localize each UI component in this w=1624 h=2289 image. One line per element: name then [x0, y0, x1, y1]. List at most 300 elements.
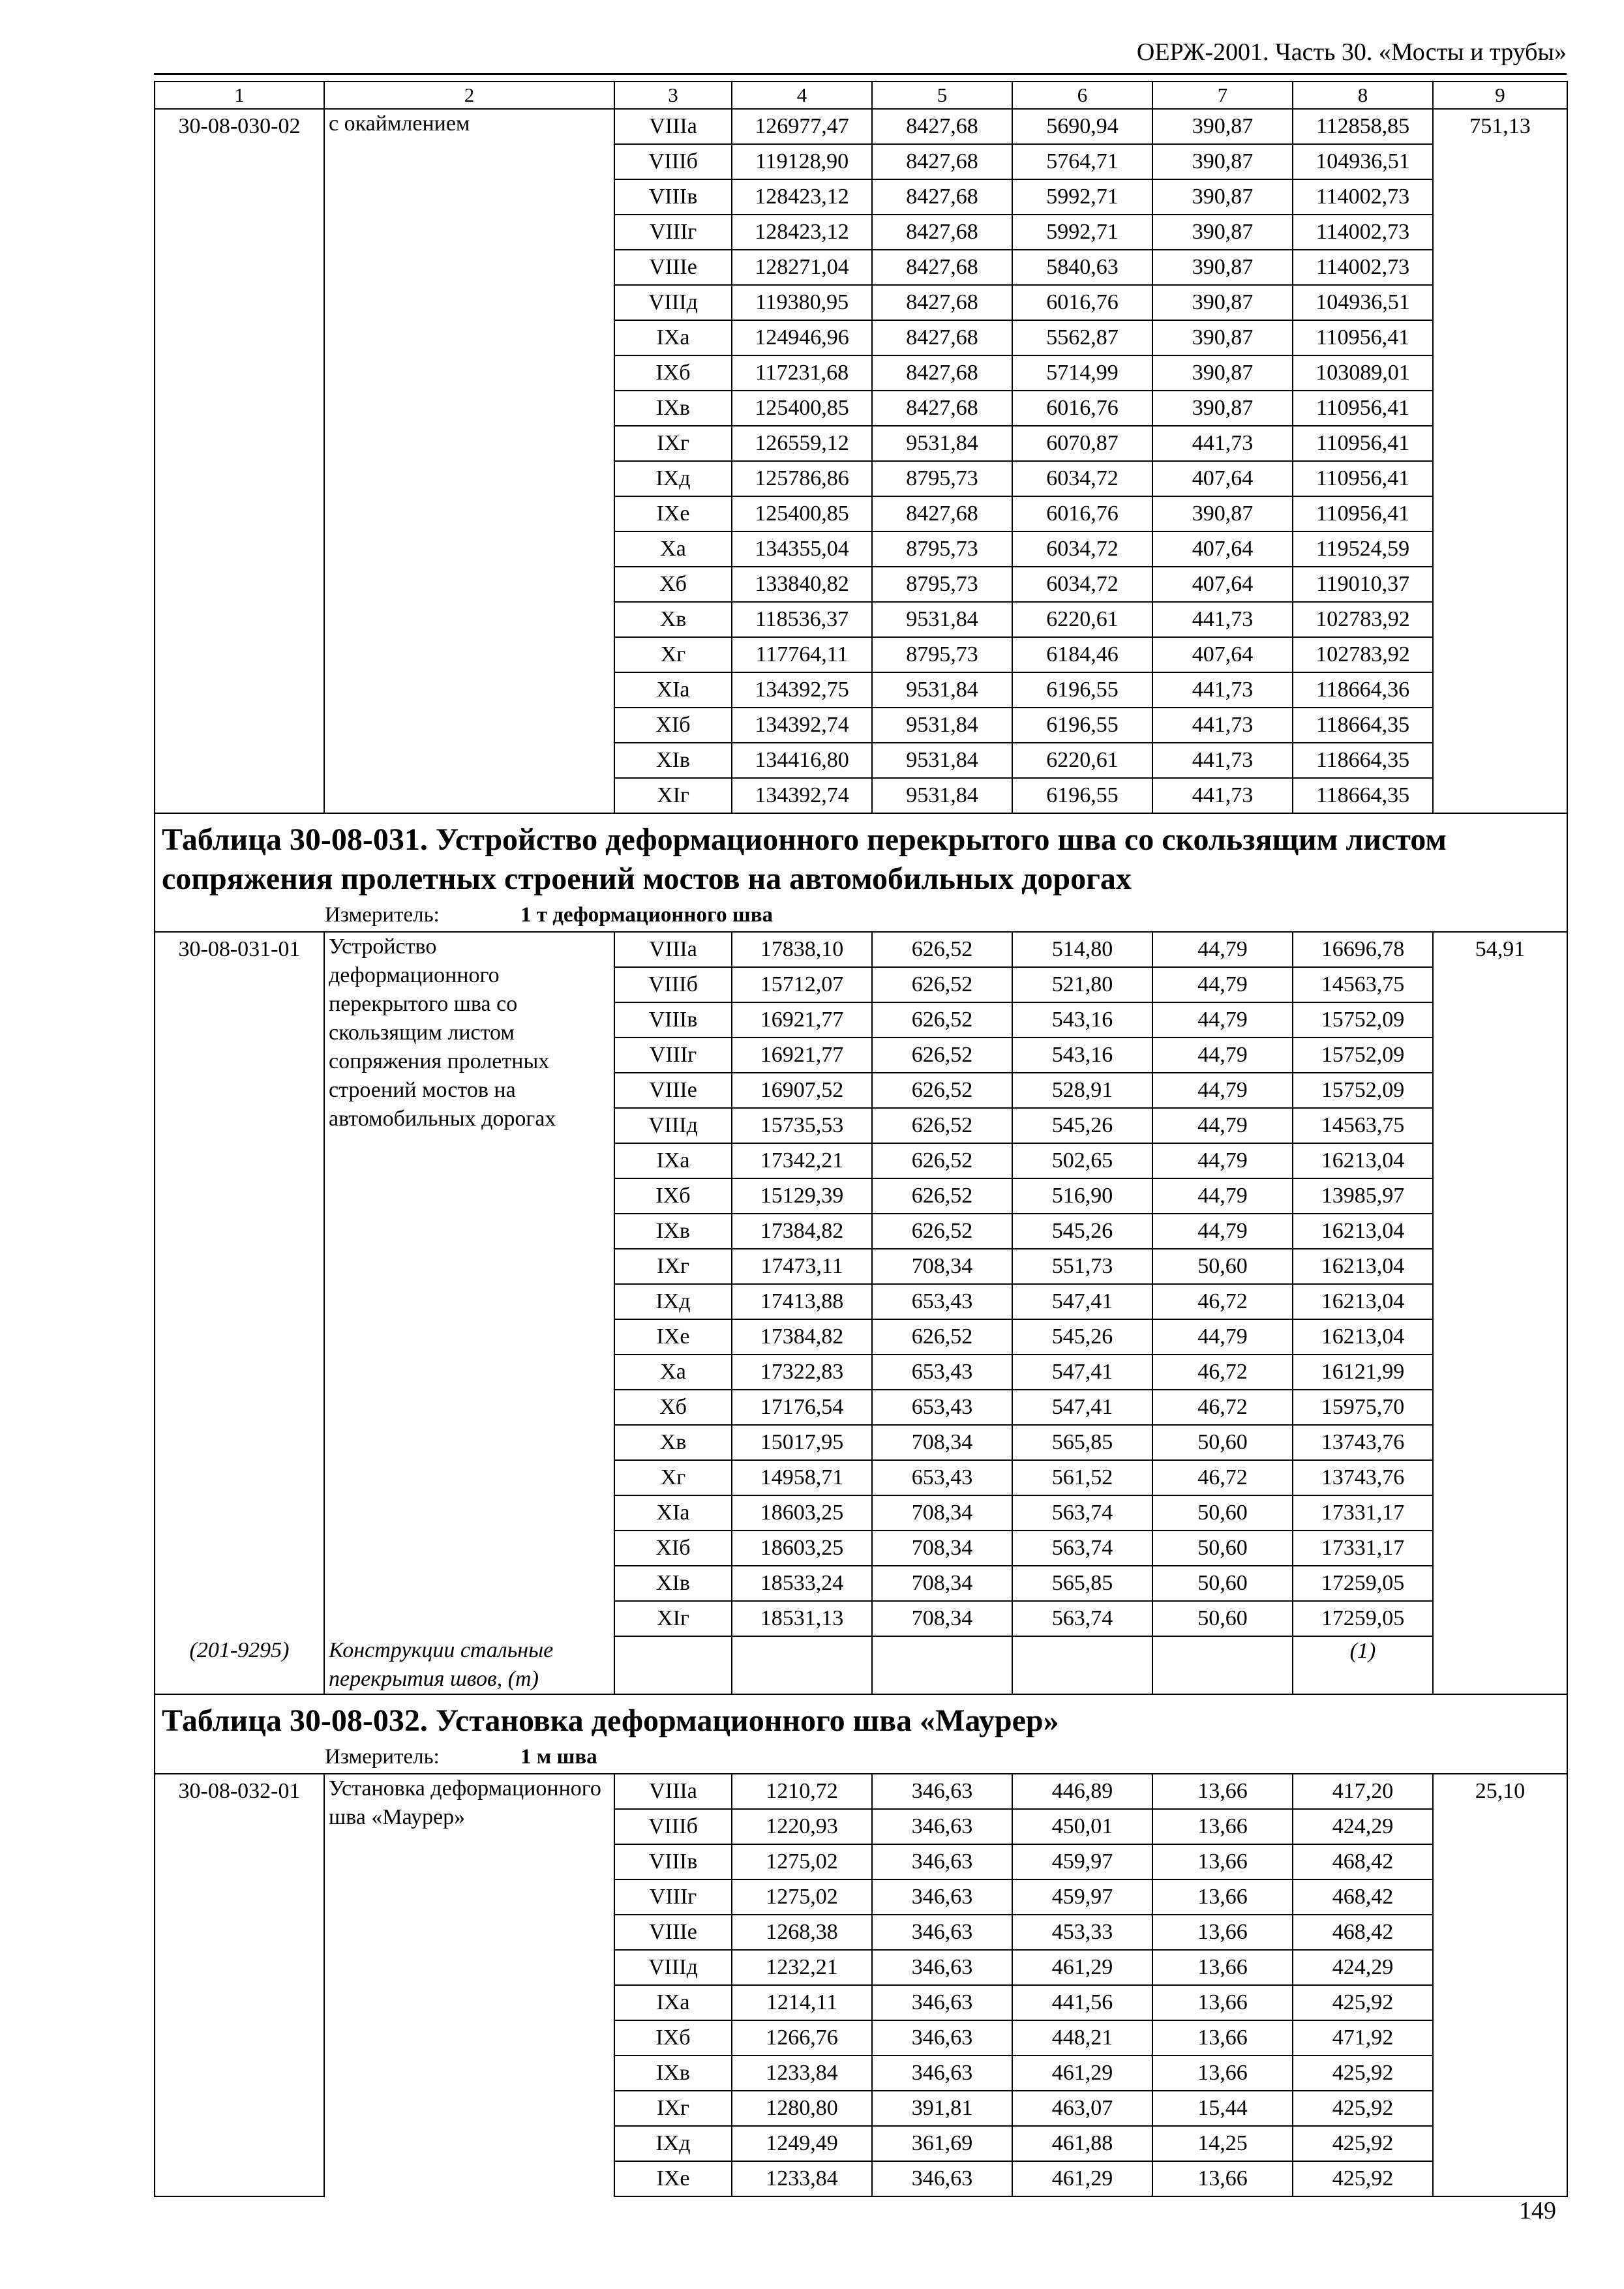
- value-cell: 15735,53: [732, 1108, 872, 1143]
- labor-cell: [1433, 1073, 1567, 1108]
- region-zone-cell: VIIIг: [614, 1879, 732, 1915]
- region-zone-cell: Xа: [614, 1354, 732, 1390]
- labor-cell: [1433, 144, 1567, 179]
- value-cell: 128423,12: [732, 215, 872, 250]
- table-row: [155, 932, 1567, 967]
- value-cell: 390,87: [1152, 391, 1293, 426]
- value-cell: 521,80: [1012, 967, 1152, 1002]
- labor-cell: [1433, 2020, 1567, 2056]
- value-cell: 5764,71: [1012, 144, 1152, 179]
- rate-code-cell: [155, 1284, 324, 1319]
- labor-cell: [1433, 531, 1567, 567]
- value-cell: 8427,68: [872, 391, 1012, 426]
- value-cell: 390,87: [1152, 109, 1293, 144]
- labor-cell: [1433, 1143, 1567, 1178]
- value-cell: 17384,82: [732, 1319, 872, 1354]
- value-cell: 44,79: [1152, 1073, 1293, 1108]
- region-zone-cell: IXг: [614, 2091, 732, 2126]
- value-cell: 125786,86: [732, 461, 872, 496]
- unit-value: 1 м шва: [520, 1745, 597, 1769]
- rate-code-cell: [155, 1950, 324, 1985]
- value-cell: 119128,90: [732, 144, 872, 179]
- value-cell: 110956,41: [1293, 320, 1433, 355]
- value-cell: 417,20: [1293, 1774, 1433, 1809]
- value-cell: 514,80: [1012, 932, 1152, 967]
- value-cell: 5714,99: [1012, 355, 1152, 391]
- value-cell: 16213,04: [1293, 1214, 1433, 1249]
- value-cell: 448,21: [1012, 2020, 1152, 2056]
- column-number: 5: [872, 82, 1012, 109]
- labor-cell: [1433, 778, 1567, 813]
- resource-code: (201-9295): [155, 1636, 324, 1694]
- value-cell: 468,42: [1293, 1879, 1433, 1915]
- running-header: ОЕРЖ-2001. Часть 30. «Мосты и трубы»: [1136, 38, 1567, 66]
- region-zone-cell: VIIIв: [614, 179, 732, 215]
- value-cell: 133840,82: [732, 567, 872, 602]
- value-cell: 441,73: [1152, 602, 1293, 637]
- labor-cell: [1433, 1879, 1567, 1915]
- labor-cell: [1433, 1038, 1567, 1073]
- value-cell: 8427,68: [872, 144, 1012, 179]
- labor-cell: 25,10: [1433, 1774, 1567, 1809]
- rate-code-cell: [155, 637, 324, 672]
- value-cell: 6034,72: [1012, 461, 1152, 496]
- value-cell: 46,72: [1152, 1390, 1293, 1425]
- labor-cell: [1433, 602, 1567, 637]
- labor-cell: [1433, 1354, 1567, 1390]
- value-cell: 46,72: [1152, 1460, 1293, 1495]
- region-zone-cell: XIа: [614, 1495, 732, 1531]
- region-zone-cell: XIг: [614, 1601, 732, 1636]
- value-cell: 543,16: [1012, 1038, 1152, 1073]
- value-cell: 8427,68: [872, 496, 1012, 531]
- value-cell: 114002,73: [1293, 250, 1433, 285]
- value-cell: 50,60: [1152, 1249, 1293, 1284]
- labor-cell: 54,91: [1433, 932, 1567, 967]
- value-cell: 459,97: [1012, 1844, 1152, 1879]
- rate-code-cell: [155, 1425, 324, 1460]
- value-cell: 390,87: [1152, 215, 1293, 250]
- value-cell: 468,42: [1293, 1844, 1433, 1879]
- rate-code-cell: [155, 1002, 324, 1038]
- region-zone-cell: Xг: [614, 637, 732, 672]
- value-cell: 1220,93: [732, 1809, 872, 1844]
- rate-code-cell: [155, 531, 324, 567]
- rate-code-cell: [155, 567, 324, 602]
- value-cell: 1210,72: [732, 1774, 872, 1809]
- value-cell: 9531,84: [872, 708, 1012, 743]
- value-cell: 114002,73: [1293, 179, 1433, 215]
- value-cell: 6196,55: [1012, 672, 1152, 708]
- value-cell: 104936,51: [1293, 285, 1433, 320]
- value-cell: 425,92: [1293, 2126, 1433, 2161]
- value-cell: 8427,68: [872, 355, 1012, 391]
- value-cell: 16213,04: [1293, 1319, 1433, 1354]
- table-row: [155, 109, 1567, 144]
- value-cell: 8427,68: [872, 109, 1012, 144]
- value-cell: 441,56: [1012, 1985, 1152, 2020]
- labor-cell: [1433, 967, 1567, 1002]
- rate-code-cell: [155, 1214, 324, 1249]
- rate-code-cell: 30-08-031-01: [155, 932, 324, 967]
- value-cell: 653,43: [872, 1390, 1012, 1425]
- value-cell: 441,73: [1152, 426, 1293, 461]
- value-cell: 15752,09: [1293, 1002, 1433, 1038]
- rate-code-cell: [155, 1985, 324, 2020]
- value-cell: 708,34: [872, 1531, 1012, 1566]
- rate-code-cell: [155, 320, 324, 355]
- rate-description-cell: Устройство деформационного перекрытого шва со скользящим листом сопряжения пролетных строений мостов на автомобильных дорогах: [324, 932, 614, 1636]
- value-cell: 134416,80: [732, 743, 872, 778]
- value-cell: 15129,39: [732, 1178, 872, 1214]
- labor-cell: [1433, 1809, 1567, 1844]
- value-cell: 425,92: [1293, 1985, 1433, 2020]
- value-cell: 13743,76: [1293, 1425, 1433, 1460]
- value-cell: 118664,35: [1293, 778, 1433, 813]
- value-cell: 16213,04: [1293, 1143, 1433, 1178]
- labor-cell: [1433, 320, 1567, 355]
- value-cell: 110956,41: [1293, 461, 1433, 496]
- value-cell: 446,89: [1012, 1774, 1152, 1809]
- empty-cell: [1152, 1636, 1293, 1694]
- empty-cell: [1433, 1636, 1567, 1694]
- value-cell: 9531,84: [872, 672, 1012, 708]
- labor-cell: [1433, 496, 1567, 531]
- value-cell: 14958,71: [732, 1460, 872, 1495]
- table-title: Таблица 30-08-032. Установка деформационного шва «Маурер»: [162, 1703, 1059, 1738]
- value-cell: 653,43: [872, 1460, 1012, 1495]
- value-cell: 8427,68: [872, 250, 1012, 285]
- value-cell: 18603,25: [732, 1495, 872, 1531]
- column-number: 1: [155, 82, 324, 109]
- rate-code-cell: [155, 391, 324, 426]
- value-cell: 1214,11: [732, 1985, 872, 2020]
- value-cell: 547,41: [1012, 1390, 1152, 1425]
- value-cell: 125400,85: [732, 496, 872, 531]
- region-zone-cell: IXд: [614, 461, 732, 496]
- value-cell: 134392,74: [732, 708, 872, 743]
- labor-cell: [1433, 1284, 1567, 1319]
- value-cell: 8795,73: [872, 567, 1012, 602]
- value-cell: 390,87: [1152, 179, 1293, 215]
- rate-code-cell: [155, 743, 324, 778]
- region-zone-cell: IXб: [614, 355, 732, 391]
- labor-cell: [1433, 1108, 1567, 1143]
- labor-cell: [1433, 1214, 1567, 1249]
- value-cell: 13985,97: [1293, 1178, 1433, 1214]
- value-cell: 543,16: [1012, 1002, 1152, 1038]
- table-row: [155, 1774, 1567, 1809]
- labor-cell: [1433, 672, 1567, 708]
- value-cell: 50,60: [1152, 1566, 1293, 1601]
- value-cell: 124946,96: [732, 320, 872, 355]
- value-cell: 346,63: [872, 1809, 1012, 1844]
- value-cell: 1233,84: [732, 2056, 872, 2091]
- value-cell: 102783,92: [1293, 602, 1433, 637]
- value-cell: 119010,37: [1293, 567, 1433, 602]
- value-cell: 44,79: [1152, 1108, 1293, 1143]
- labor-cell: [1433, 2126, 1567, 2161]
- value-cell: 1275,02: [732, 1844, 872, 1879]
- rate-code-cell: [155, 2126, 324, 2161]
- rate-code-cell: [155, 250, 324, 285]
- value-cell: 626,52: [872, 1002, 1012, 1038]
- labor-cell: [1433, 1601, 1567, 1636]
- value-cell: 17259,05: [1293, 1566, 1433, 1601]
- value-cell: 18603,25: [732, 1531, 872, 1566]
- value-cell: 1233,84: [732, 2161, 872, 2196]
- value-cell: 16696,78: [1293, 932, 1433, 967]
- value-cell: 346,63: [872, 2020, 1012, 2056]
- value-cell: 50,60: [1152, 1531, 1293, 1566]
- value-cell: 44,79: [1152, 1319, 1293, 1354]
- value-cell: 134392,75: [732, 672, 872, 708]
- value-cell: 626,52: [872, 1178, 1012, 1214]
- value-cell: 626,52: [872, 1319, 1012, 1354]
- value-cell: 5562,87: [1012, 320, 1152, 355]
- labor-cell: [1433, 2091, 1567, 2126]
- rate-code-cell: [155, 461, 324, 496]
- value-cell: 1275,02: [732, 1879, 872, 1915]
- value-cell: 8795,73: [872, 461, 1012, 496]
- region-zone-cell: IXв: [614, 2056, 732, 2091]
- labor-cell: [1433, 2056, 1567, 2091]
- rate-code-cell: [155, 1809, 324, 1844]
- value-cell: 8795,73: [872, 531, 1012, 567]
- rate-code-cell: [155, 1566, 324, 1601]
- value-cell: 44,79: [1152, 1038, 1293, 1073]
- value-cell: 626,52: [872, 932, 1012, 967]
- value-cell: 461,29: [1012, 1950, 1152, 1985]
- table031-title-cell: [155, 813, 1567, 932]
- value-cell: 9531,84: [872, 743, 1012, 778]
- value-cell: 708,34: [872, 1425, 1012, 1460]
- region-zone-cell: IXг: [614, 426, 732, 461]
- value-cell: 424,29: [1293, 1950, 1433, 1985]
- value-cell: 441,73: [1152, 672, 1293, 708]
- value-cell: 6016,76: [1012, 391, 1152, 426]
- value-cell: 6034,72: [1012, 567, 1152, 602]
- region-zone-cell: VIIIб: [614, 967, 732, 1002]
- value-cell: 626,52: [872, 1214, 1012, 1249]
- value-cell: 450,01: [1012, 1809, 1152, 1844]
- rate-code-cell: [155, 778, 324, 813]
- region-zone-cell: Xб: [614, 1390, 732, 1425]
- rate-code-cell: [155, 1879, 324, 1915]
- value-cell: 44,79: [1152, 1178, 1293, 1214]
- labor-cell: 751,13: [1433, 109, 1567, 144]
- value-cell: 14,25: [1152, 2126, 1293, 2161]
- region-zone-cell: VIIIе: [614, 250, 732, 285]
- value-cell: 13,66: [1152, 1879, 1293, 1915]
- region-zone-cell: VIIIд: [614, 1950, 732, 1985]
- unit-label: Измеритель:: [325, 1745, 440, 1769]
- labor-cell: [1433, 1319, 1567, 1354]
- table-title: Таблица 30-08-031. Устройство деформационного перекрытого шва со скользящим листом сопряжения пролетных строений мостов на автомобильных дорогах: [162, 822, 1447, 896]
- value-cell: 15712,07: [732, 967, 872, 1002]
- rate-code-cell: [155, 1038, 324, 1073]
- empty-cell: [872, 1636, 1012, 1694]
- value-cell: 13,66: [1152, 1950, 1293, 1985]
- value-cell: 17176,54: [732, 1390, 872, 1425]
- rate-code-cell: [155, 1460, 324, 1495]
- region-zone-cell: VIIIе: [614, 1915, 732, 1950]
- region-zone-cell: XIв: [614, 1566, 732, 1601]
- region-zone-cell: IXа: [614, 1143, 732, 1178]
- value-cell: 44,79: [1152, 967, 1293, 1002]
- value-cell: 46,72: [1152, 1284, 1293, 1319]
- region-zone-cell: XIб: [614, 1531, 732, 1566]
- value-cell: 463,07: [1012, 2091, 1152, 2126]
- value-cell: 407,64: [1152, 567, 1293, 602]
- labor-cell: [1433, 1844, 1567, 1879]
- value-cell: 391,81: [872, 2091, 1012, 2126]
- value-cell: 13,66: [1152, 2020, 1293, 2056]
- column-number: 9: [1433, 82, 1567, 109]
- rate-code-cell: 30-08-032-01: [155, 1774, 324, 1809]
- value-cell: 8427,68: [872, 285, 1012, 320]
- value-cell: 626,52: [872, 967, 1012, 1002]
- value-cell: 13,66: [1152, 1915, 1293, 1950]
- rate-code-cell: [155, 1178, 324, 1214]
- rate-code-cell: [155, 1390, 324, 1425]
- region-zone-cell: IXе: [614, 496, 732, 531]
- value-cell: 8795,73: [872, 637, 1012, 672]
- value-cell: 626,52: [872, 1143, 1012, 1178]
- region-zone-cell: VIIIд: [614, 285, 732, 320]
- value-cell: 545,26: [1012, 1214, 1152, 1249]
- rate-code-cell: [155, 1531, 324, 1566]
- rate-code-cell: [155, 355, 324, 391]
- value-cell: 346,63: [872, 1844, 1012, 1879]
- value-cell: 528,91: [1012, 1073, 1152, 1108]
- region-zone-cell: IXд: [614, 2126, 732, 2161]
- value-cell: 5840,63: [1012, 250, 1152, 285]
- value-cell: 390,87: [1152, 355, 1293, 391]
- value-cell: 17331,17: [1293, 1495, 1433, 1531]
- labor-cell: [1433, 250, 1567, 285]
- rate-code-cell: [155, 285, 324, 320]
- labor-cell: [1433, 1950, 1567, 1985]
- region-zone-cell: IXе: [614, 2161, 732, 2196]
- value-cell: 441,73: [1152, 743, 1293, 778]
- value-cell: 44,79: [1152, 1214, 1293, 1249]
- labor-cell: [1433, 2161, 1567, 2196]
- empty-cell: [1012, 1636, 1152, 1694]
- value-cell: 13,66: [1152, 2161, 1293, 2196]
- rate-code-cell: 30-08-030-02: [155, 109, 324, 144]
- value-cell: 390,87: [1152, 320, 1293, 355]
- rate-code-cell: [155, 144, 324, 179]
- value-cell: 15752,09: [1293, 1038, 1433, 1073]
- value-cell: 565,85: [1012, 1566, 1152, 1601]
- value-cell: 17473,11: [732, 1249, 872, 1284]
- value-cell: 118664,36: [1293, 672, 1433, 708]
- rate-code-cell: [155, 967, 324, 1002]
- region-zone-cell: IXа: [614, 320, 732, 355]
- value-cell: 653,43: [872, 1354, 1012, 1390]
- value-cell: 407,64: [1152, 531, 1293, 567]
- column-number: 4: [732, 82, 872, 109]
- value-cell: 516,90: [1012, 1178, 1152, 1214]
- value-cell: 117764,11: [732, 637, 872, 672]
- value-cell: 9531,84: [872, 426, 1012, 461]
- value-cell: 16921,77: [732, 1002, 872, 1038]
- value-cell: 15017,95: [732, 1425, 872, 1460]
- value-cell: 1249,49: [732, 2126, 872, 2161]
- rates-table-body: [155, 82, 1567, 2196]
- value-cell: 5992,71: [1012, 179, 1152, 215]
- labor-cell: [1433, 1249, 1567, 1284]
- value-cell: 126559,12: [732, 426, 872, 461]
- value-cell: 425,92: [1293, 2056, 1433, 2091]
- region-zone-cell: VIIIа: [614, 1774, 732, 1809]
- value-cell: 18533,24: [732, 1566, 872, 1601]
- column-number: 2: [324, 82, 614, 109]
- page-number: 149: [1519, 2197, 1556, 2224]
- value-cell: 17331,17: [1293, 1531, 1433, 1566]
- value-cell: 14563,75: [1293, 1108, 1433, 1143]
- value-cell: 17342,21: [732, 1143, 872, 1178]
- column-number: 7: [1152, 82, 1293, 109]
- value-cell: 102783,92: [1293, 637, 1433, 672]
- region-zone-cell: Xг: [614, 1460, 732, 1495]
- region-zone-cell: Xв: [614, 602, 732, 637]
- region-zone-cell: XIа: [614, 672, 732, 708]
- value-cell: 626,52: [872, 1108, 1012, 1143]
- rate-code-cell: [155, 1844, 324, 1879]
- value-cell: 17259,05: [1293, 1601, 1433, 1636]
- region-zone-cell: IXв: [614, 1214, 732, 1249]
- value-cell: 1266,76: [732, 2020, 872, 2056]
- region-zone-cell: VIIIа: [614, 109, 732, 144]
- rate-description-cell: Установка деформационного шва «Маурер»: [324, 1774, 614, 2196]
- labor-cell: [1433, 426, 1567, 461]
- rate-code-cell: [155, 672, 324, 708]
- value-cell: 13,66: [1152, 1809, 1293, 1844]
- value-cell: 50,60: [1152, 1425, 1293, 1460]
- rate-code-cell: [155, 602, 324, 637]
- rate-code-cell: [155, 2020, 324, 2056]
- value-cell: 117231,68: [732, 355, 872, 391]
- value-cell: 17322,83: [732, 1354, 872, 1390]
- value-cell: 563,74: [1012, 1601, 1152, 1636]
- rate-code-cell: [155, 179, 324, 215]
- labor-cell: [1433, 1915, 1567, 1950]
- rates-table: [154, 81, 1568, 2197]
- value-cell: 6220,61: [1012, 743, 1152, 778]
- labor-cell: [1433, 179, 1567, 215]
- value-cell: 390,87: [1152, 496, 1293, 531]
- rate-code-cell: [155, 1319, 324, 1354]
- value-cell: 17838,10: [732, 932, 872, 967]
- value-cell: 126977,47: [732, 109, 872, 144]
- value-cell: 346,63: [872, 2056, 1012, 2091]
- region-zone-cell: VIIIв: [614, 1844, 732, 1879]
- value-cell: 119524,59: [1293, 531, 1433, 567]
- unit-label: Измеритель:: [325, 903, 440, 927]
- value-cell: 653,43: [872, 1284, 1012, 1319]
- region-zone-cell: VIIIб: [614, 1809, 732, 1844]
- value-cell: 561,52: [1012, 1460, 1152, 1495]
- value-cell: 6016,76: [1012, 496, 1152, 531]
- value-cell: 461,88: [1012, 2126, 1152, 2161]
- value-cell: 459,97: [1012, 1879, 1152, 1915]
- region-zone-cell: IXв: [614, 391, 732, 426]
- value-cell: 346,63: [872, 1985, 1012, 2020]
- value-cell: 118664,35: [1293, 708, 1433, 743]
- labor-cell: [1433, 1495, 1567, 1531]
